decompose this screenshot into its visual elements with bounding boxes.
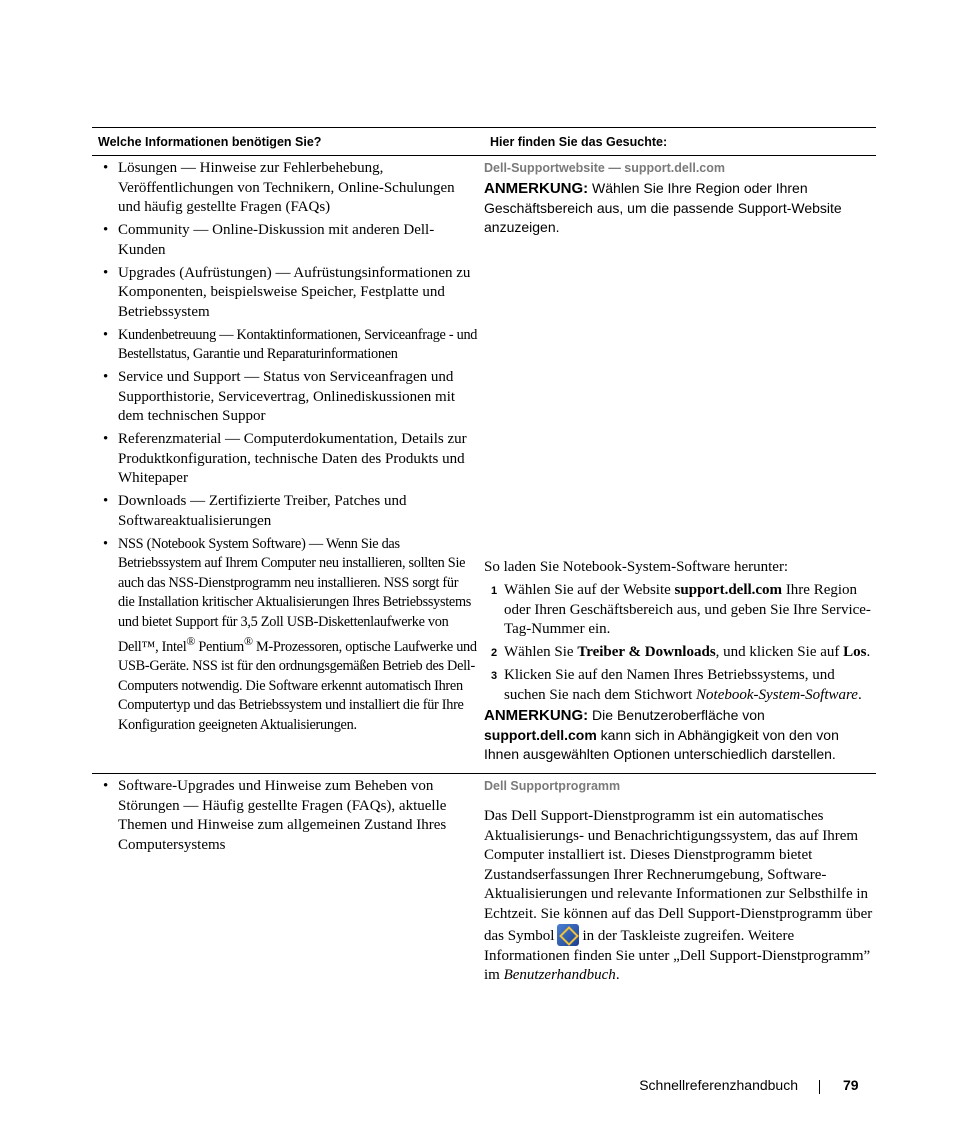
- list-item: 3 Klicken Sie auf den Namen Ihres Betriebssystems, und suchen Sie nach dem Stichwort Notebook-System-Software.: [491, 667, 862, 703]
- bullet-icon: •: [103, 369, 109, 385]
- list-item-nss: • NSS (Notebook System Software) — Wenn Sie das Betriebssystem auf Ihrem Computer neu installieren, sollten Sie auch das NSS-Dienstprogramm neu installieren. NSS sorgt für die Installation kritischer Aktualisierungen Ihres Betriebssystems und bietet Support für 3,5 Zoll USB-Diskettenlaufwerke von Dell™, Intel® Pentium® M-Prozessoren, optische Laufwerke und USB-Geräte. NSS ist für den ordnungsgemäßen Betrieb des Dell-Computers notwendig. Die Software erkennt automatisch Ihren Computertyp und das Betriebssystem und installiert die für Ihre Konfiguration geeigneten Aktualisierungen.: [103, 535, 477, 733]
- bullet-icon: •: [103, 160, 109, 176]
- list-item: 2 Wählen Sie Treiber & Downloads, und klicken Sie auf Los.: [491, 644, 871, 660]
- dell-support-icon: [557, 924, 579, 946]
- header-right: Hier finden Sie das Gesuchte:: [490, 134, 668, 149]
- bullet-icon: •: [103, 535, 108, 552]
- list-item: • Downloads — Zertifizierte Treiber, Patches und Softwareaktualisierungen: [103, 493, 407, 529]
- support-paragraph: Das Dell Support-Dienstprogramm ist ein automatisches Aktualisierungs- und Benachrichtigungssystem, das auf Ihrem Computer installiert ist. Dieses Dienstprogramm bietet Zustandserfassungen Ihrer Rechnerumgebung, Software-Aktualisierungen und relevante Informationen zur Selbsthilfe in Echtzeit. Sie können auf das Dell Support-Dienstprogramm über das Symbol in der Taskleiste zugreifen. Weitere Informationen finden Sie unter „Dell Support-Dienstprogramm” im Benutzerhandbuch.: [484, 808, 873, 983]
- table-row: [92, 156, 876, 774]
- list-item: 1 Wählen Sie auf der Website support.dell.com Ihre Region oder Ihren Geschäftsbereich aus, und geben Sie Ihre Service-Tag-Nummer ein.: [491, 582, 871, 637]
- bullet-icon: •: [103, 431, 109, 447]
- list-item: • Software-Upgrades und Hinweise zum Beheben von Störungen — Häufig gestellte Fragen (FAQs), aktuelle Themen und Hinweise zum allgemeinen Zustand Ihres Computersystems: [103, 778, 447, 853]
- bullet-list: [92, 159, 478, 735]
- list-item: • Upgrades (Aufrüstungen) — Aufrüstungsinformationen zu Komponenten, beispielsweise Speicher, Festplatte und Betriebssystem: [103, 264, 471, 320]
- bullet-icon: •: [103, 264, 109, 281]
- steps-list: [484, 581, 876, 709]
- list-item: • Service und Support — Status von Serviceanfragen und Supporthistorie, Servicevertrag, Onlinediskussionen mit dem technischen Suppor: [103, 369, 456, 424]
- note-interface: ANMERKUNG: Die Benutzeroberfläche von support.dell.com kann sich in Abhängigkeit von den von Ihnen ausgewählten Optionen unterschiedlich darstellen.: [484, 707, 839, 762]
- list-item: • Community — Online-Diskussion mit anderen Dell-Kunden: [103, 222, 435, 258]
- info-table: [92, 127, 876, 1004]
- note-label: ANMERKUNG:: [484, 707, 589, 724]
- section-heading-website: Dell-Supportwebsite — support.dell.com: [484, 161, 725, 175]
- list-item: • Lösungen — Hinweise zur Fehlerbehebung, Veröffentlichungen von Technikern, Online-Schulungen und häufig gestellte Fragen (FAQs): [103, 160, 455, 215]
- header-left: Welche Informationen benötigen Sie?: [98, 134, 322, 149]
- note-label: ANMERKUNG:: [484, 180, 589, 197]
- bullet-icon: •: [103, 778, 109, 794]
- section-heading-support: Dell Supportprogramm: [484, 779, 621, 793]
- bullet-icon: •: [103, 493, 109, 509]
- table-row: [92, 774, 876, 1004]
- nss-intro: So laden Sie Notebook-System-Software herunter:: [484, 559, 789, 575]
- list-item: • Referenzmaterial — Computerdokumentation, Details zur Produktkonfiguration, technische Daten des Produkts und Whitepaper: [103, 431, 467, 486]
- footer-title: Schnellreferenzhandbuch: [639, 1077, 798, 1093]
- page-number: 79: [843, 1077, 859, 1093]
- bullet-icon: •: [103, 326, 108, 343]
- footer-divider: [819, 1080, 820, 1094]
- bullet-list: [92, 777, 478, 855]
- bullet-icon: •: [103, 222, 109, 238]
- note-region: ANMERKUNG: Wählen Sie Ihre Region oder Ihren Geschäftsbereich aus, um die passende Support-Website anzuzeigen.: [484, 180, 842, 235]
- table-header: [92, 127, 876, 156]
- list-item: • Kundenbetreuung — Kontaktinformationen, Serviceanfrage - und Bestellstatus, Garantie und Reparaturinformationen: [103, 326, 478, 362]
